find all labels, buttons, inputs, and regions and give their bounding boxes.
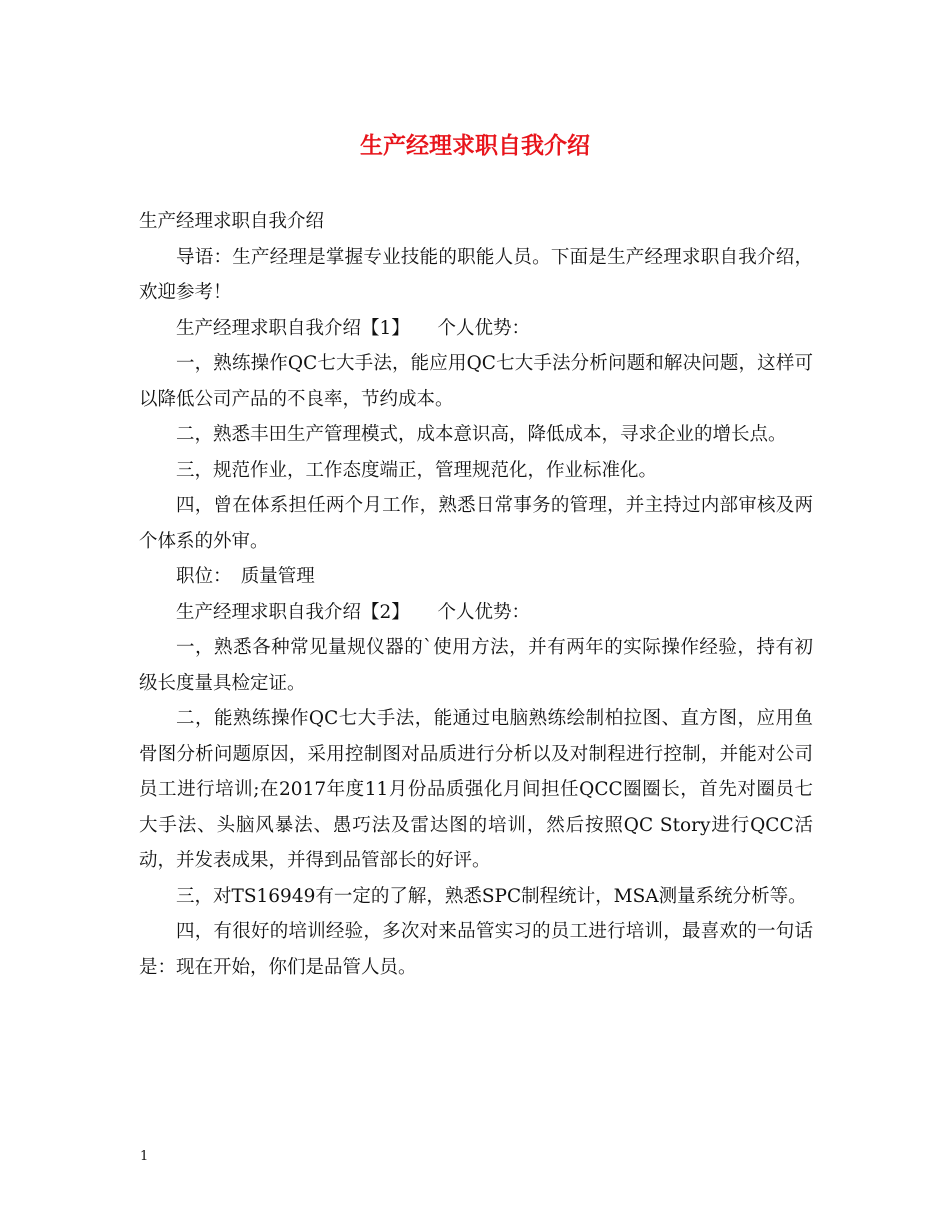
body-heading: 生产经理求职自我介绍: [139, 211, 325, 232]
paragraph: 三，对TS16949有一定的了解，熟悉SPC制程统计，MSA测量系统分析等。: [176, 885, 807, 907]
paragraph: 三，规范作业，工作态度端正，管理规范化，作业标准化。: [176, 459, 658, 481]
page-number: 1: [140, 1149, 149, 1164]
intro-paragraph: 导语：生产经理是掌握专业技能的职能人员。下面是生产经理求职自我介绍，欢迎参考！: [139, 246, 813, 303]
paragraph: 二，熟悉丰田生产管理模式，成本意识高，降低成本，寻求企业的增长点。: [176, 424, 787, 445]
paragraph: 二，能熟练操作QC七大手法，能通过电脑熟练绘制柏拉图、直方图，应用鱼骨图分析问题原因，采用控制图对品质进行分析以及对制程进行控制，并能对公司员工进行培训;在2017年度11月份品质强化月间担任QCC圈圈长，首先对圈员七大手法、头脑风暴法、愚巧法及雷达图的培训，然后按照QC Story进行QCC活动，并发表成果，并得到品管部长的好评。: [139, 708, 813, 871]
position-line: 职位： 质量管理: [176, 566, 315, 587]
document-body: [139, 204, 813, 985]
section-heading-2: 生产经理求职自我介绍【2】 个人优势：: [176, 601, 531, 623]
document-title: 生产经理求职自我介绍: [360, 132, 590, 159]
paragraph: 一，熟练操作QC七大手法，能应用QC七大手法分析问题和解决问题，这样可以降低公司产品的不良率，节约成本。: [139, 353, 813, 410]
paragraph: 四，有很好的培训经验，多次对来品管实习的员工进行培训，最喜欢的一句话是：现在开始，你们是品管人员。: [139, 921, 813, 978]
section-heading-1: 生产经理求职自我介绍【1】 个人优势：: [176, 317, 531, 339]
paragraph: 四，曾在体系担任两个月工作，熟悉日常事务的管理，并主持过内部审核及两个体系的外审。: [139, 495, 813, 552]
paragraph: 一，熟悉各种常见量规仪器的`使用方法，并有两年的实际操作经验，持有初级长度量具检定证。: [139, 637, 813, 694]
